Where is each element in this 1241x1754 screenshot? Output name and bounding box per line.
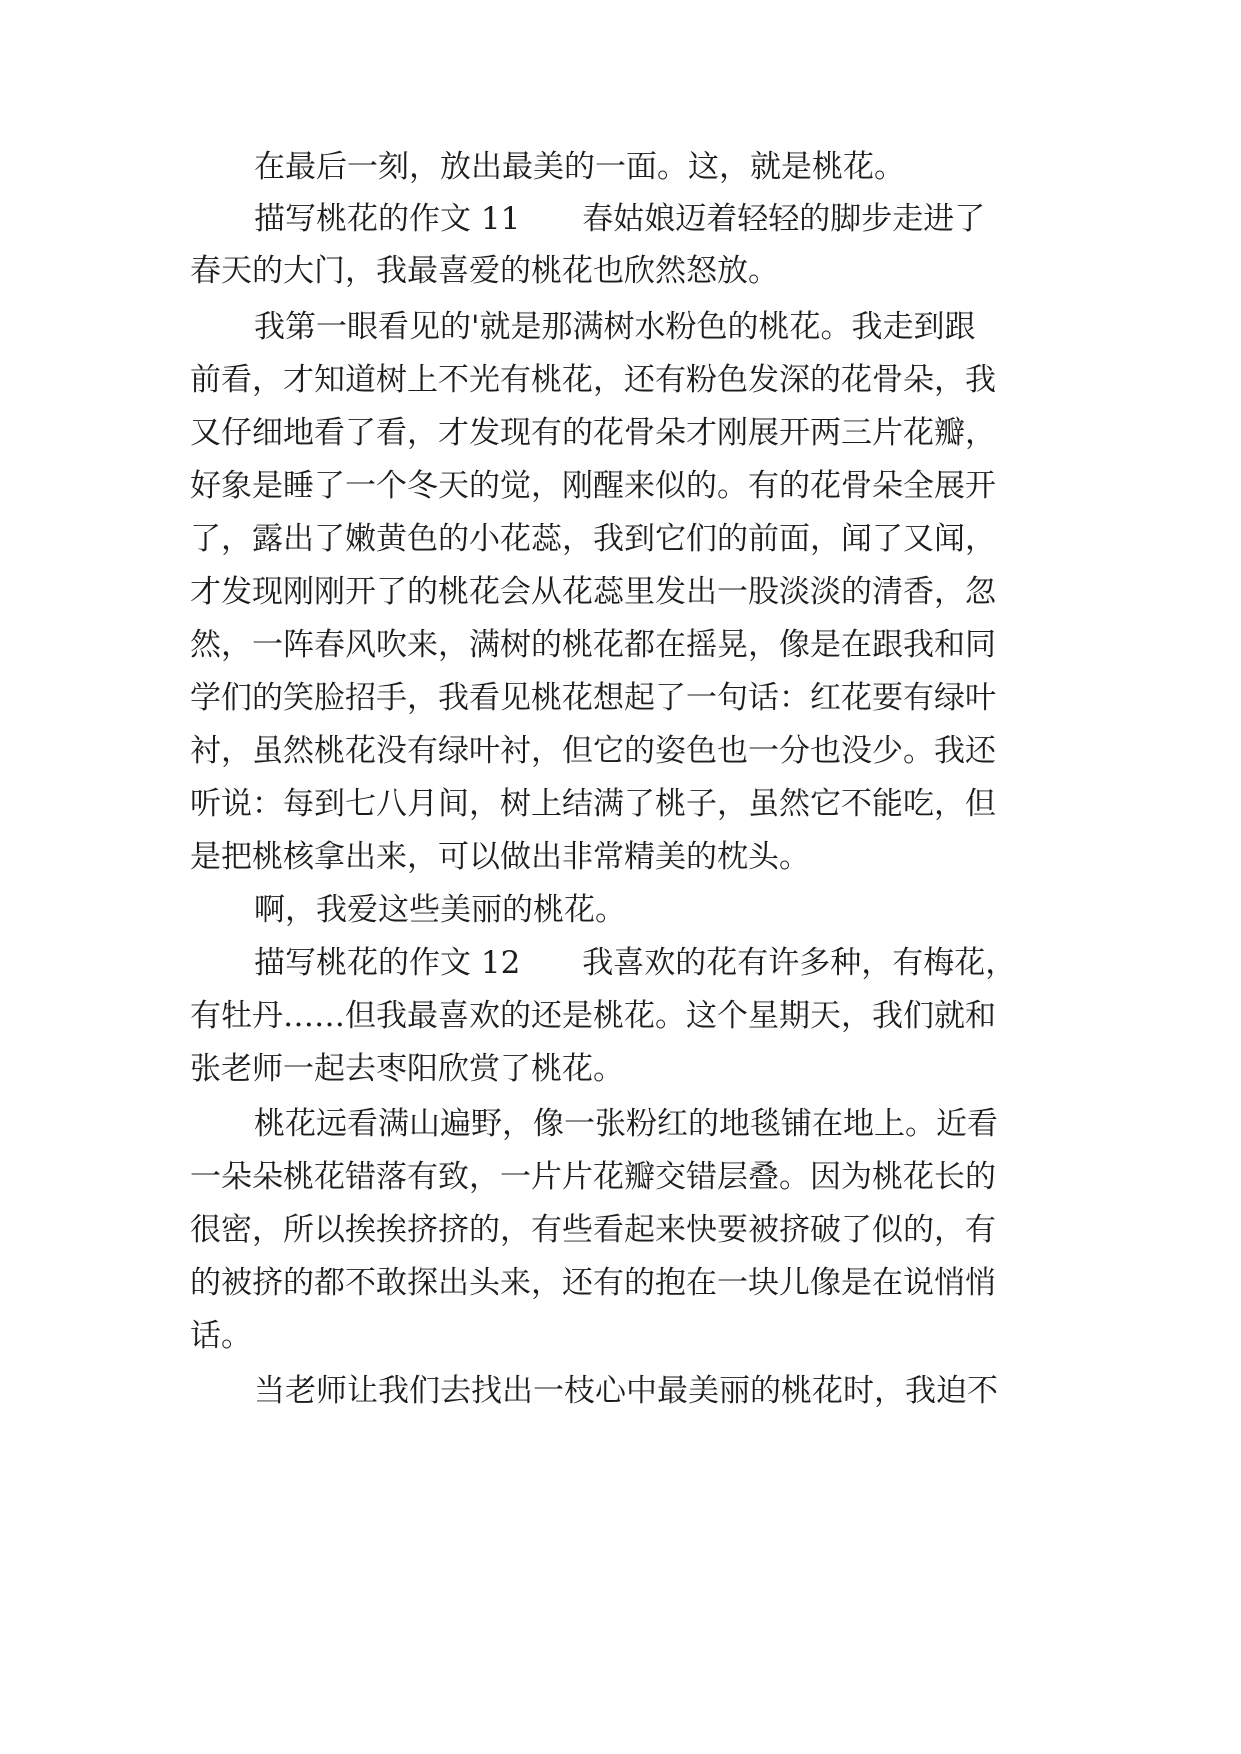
text-line: 学们的笑脸招手，我看见桃花想起了一句话：红花要有绿叶 [190, 680, 996, 716]
text-line: 在最后一刻，放出最美的一面。这，就是桃花。 [254, 149, 905, 185]
text-line: 有牡丹……但我最喜欢的还是桃花。这个星期天，我们就和 [190, 998, 996, 1034]
text-line: 春天的大门，我最喜爱的桃花也欣然怒放。 [190, 253, 779, 289]
text-line: 话。 [190, 1318, 252, 1354]
text-line: 桃花远看满山遍野，像一张粉红的地毯铺在地上。近看 [254, 1106, 998, 1142]
text-line: 很密，所以挨挨挤挤的，有些看起来快要被挤破了似的，有 [190, 1212, 996, 1248]
text-line: 才发现刚刚开了的桃花会从花蕊里发出一股淡淡的清香，忽 [190, 574, 996, 610]
text-line: 啊，我爱这些美丽的桃花。 [254, 892, 626, 928]
text-line: 好象是睡了一个冬天的觉，刚醒来似的。有的花骨朵全展开 [190, 468, 996, 504]
text-line: 我第一眼看见的'就是那满树水粉色的桃花。我走到跟 [254, 309, 976, 345]
text-line: 当老师让我们去找出一枝心中最美丽的桃花时，我迫不 [254, 1373, 998, 1409]
text-line: 的被挤的都不敢探出头来，还有的抱在一块儿像是在说悄悄 [190, 1265, 996, 1301]
text-line: 衬，虽然桃花没有绿叶衬，但它的姿色也一分也没少。我还 [190, 733, 996, 769]
text-line: 张老师一起去枣阳欣赏了桃花。 [190, 1051, 624, 1087]
text-line: 一朵朵桃花错落有致，一片片花瓣交错层叠。因为桃花长的 [190, 1159, 996, 1195]
text-line: 描写桃花的作文 11 春姑娘迈着轻轻的脚步走进了 [254, 201, 986, 237]
text-line: 前看，才知道树上不光有桃花，还有粉色发深的花骨朵，我 [190, 362, 996, 398]
text-line: 听说：每到七八月间，树上结满了桃子，虽然它不能吃，但 [190, 786, 996, 822]
text-line: 然，一阵春风吹来，满树的桃花都在摇晃，像是在跟我和同 [190, 627, 996, 663]
text-line: 又仔细地看了看，才发现有的花骨朵才刚展开两三片花瓣， [190, 415, 996, 451]
text-line: 描写桃花的作文 12 我喜欢的花有许多种，有梅花， [254, 945, 1017, 981]
text-line: 是把桃核拿出来，可以做出非常精美的枕头。 [190, 839, 810, 875]
text-line: 了，露出了嫩黄色的小花蕊，我到它们的前面，闻了又闻， [190, 521, 996, 557]
